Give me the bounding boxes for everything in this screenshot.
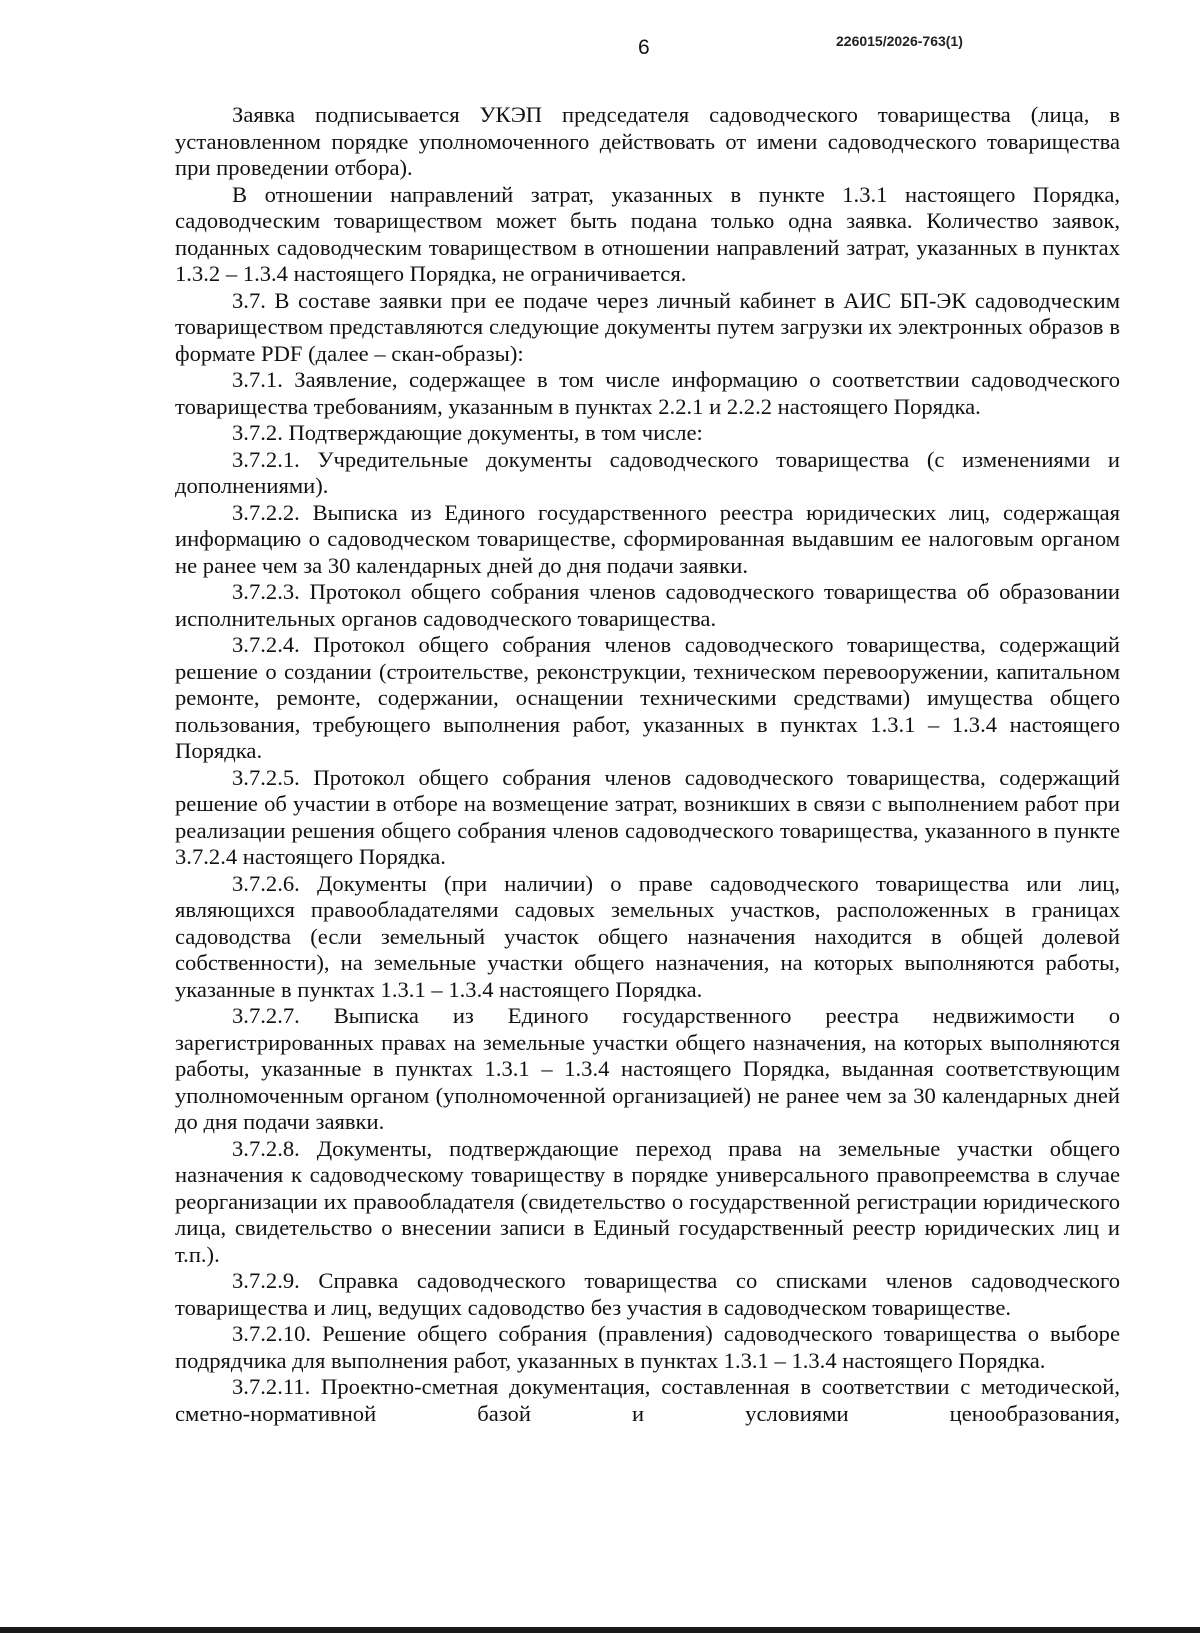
paragraph-3-7-2-6: 3.7.2.6. Документы (при наличии) о праве садоводческого товарищества или лиц, являющихся правообладателями садовых земельных участков, расположенных в границах садоводства (если земельный участок общего назначения находится в общей долевой собственности), на земельные участки общего назначения, на которых выполняются работы, указанные в пунктах 1.3.1 – 1.3.4 настоящего Порядка. xyxy=(175,870,1120,1002)
paragraph-3-7-2-5: 3.7.2.5. Протокол общего собрания членов садоводческого товарищества, содержащий решение об участии в отборе на возмещение затрат, возникших в связи с выполнением работ при реализации решения общего собрания членов садоводческого товарищества, указанного в пункте 3.7.2.4 настоящего Порядка. xyxy=(175,764,1120,869)
paragraph-3-7-2-9: 3.7.2.9. Справка садоводческого товарищества со списками членов садоводческого товарищества и лиц, ведущих садоводство без участия в садоводческом товариществе. xyxy=(175,1268,1120,1320)
paragraph-3-7-2-3: 3.7.2.3. Протокол общего собрания членов садоводческого товарищества об образовании исполнительных органов садоводческого товарищества. xyxy=(175,579,1120,631)
document-number: 226015/2026-763(1) xyxy=(836,33,963,49)
paragraph-3-7-2-8: 3.7.2.8. Документы, подтверждающие переход права на земельные участки общего назначения к садоводческому товариществу в порядке универсального правопреемства в случае реорганизации их правообладателя (свидетельство о государственной регистрации юридического лица, свидетельство о внесении записи в Единый государственный реестр юридических лиц и т.п.). xyxy=(175,1135,1120,1267)
document-body xyxy=(175,102,1120,1427)
paragraph-3-7-2-4: 3.7.2.4. Протокол общего собрания членов садоводческого товарищества, содержащий решение о создании (строительстве, реконструкции, техническом перевооружении, капитальном ремонте, ремонте, содержании, оснащении техническими средствами) имущества общего пользования, требующего выполнения работ, указанных в пунктах 1.3.1 – 1.3.4 настоящего Порядка. xyxy=(175,632,1120,763)
paragraph-3-7-2-11: 3.7.2.11. Проектно-сметная документация, составленная в соответствии с методической, сметно-нормативной базой и условиями ценообразования, xyxy=(175,1374,1120,1426)
scan-bottom-edge xyxy=(0,1627,1200,1633)
paragraph-applications-count: В отношении направлений затрат, указанных в пункте 1.3.1 настоящего Порядка, садоводческим товариществом может быть подана только одна заявка. Количество заявок, поданных садоводческим товариществом в отношении направлений затрат, указанных в пунктах 1.3.2 – 1.3.4 настоящего Порядка, не ограничивается. xyxy=(175,181,1120,286)
paragraph-3-7-2-10: 3.7.2.10. Решение общего собрания (правления) садоводческого товарищества о выборе подрядчика для выполнения работ, указанных в пунктах 1.3.1 – 1.3.4 настоящего Порядка. xyxy=(175,1321,1120,1373)
paragraph-3-7-2-2: 3.7.2.2. Выписка из Единого государственного реестра юридических лиц, содержащая информацию о садоводческом товариществе, сформированная выдавшим ее налоговым органом не ранее чем за 30 календарных дней до дня подачи заявки. xyxy=(175,499,1120,578)
page-number: 6 xyxy=(638,36,650,59)
paragraph-3-7-2-7: 3.7.2.7. Выписка из Единого государственного реестра недвижимости о зарегистрированных правах на земельные участки общего назначения, на которых выполняются работы, указанные в пунктах 1.3.1 – 1.3.4 настоящего Порядка, выданная соответствующим уполномоченным органом (уполномоченной организацией) не ранее чем за 30 календарных дней до дня подачи заявки. xyxy=(175,1003,1120,1134)
paragraph-3-7-2: 3.7.2. Подтверждающие документы, в том числе: xyxy=(232,420,703,445)
paragraph-3-7-1: 3.7.1. Заявление, содержащее в том числе информацию о соответствии садоводческого товарищества требованиям, указанным в пунктах 2.2.1 и 2.2.2 настоящего Порядка. xyxy=(175,367,1120,419)
paragraph-3-7-2-1: 3.7.2.1. Учредительные документы садоводческого товарищества (с изменениями и дополнениями). xyxy=(175,446,1120,498)
paragraph-signature: Заявка подписывается УКЭП председателя садоводческого товарищества (лица, в установленном порядке уполномоченного действовать от имени садоводческого товарищества при проведении отбора). xyxy=(175,102,1120,180)
paragraph-3-7: 3.7. В составе заявки при ее подаче через личный кабинет в АИС БП-ЭК садоводческим товариществом представляются следующие документы путем загрузки их электронных образов в формате PDF (далее – скан-образы): xyxy=(175,287,1120,366)
